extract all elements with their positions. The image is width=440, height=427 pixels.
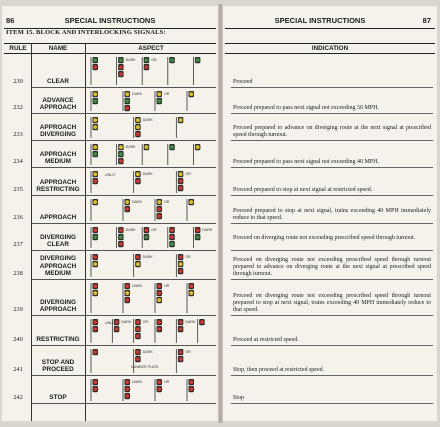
indication-row bbox=[223, 196, 437, 224]
signal-name-line: APPROACH bbox=[39, 213, 77, 221]
signal-name-line: MEDIUM bbox=[45, 269, 71, 277]
signal-name-line: DIVERGING bbox=[40, 130, 76, 138]
signal-head-icon bbox=[134, 117, 154, 138]
signal-rule-row bbox=[2, 196, 218, 224]
signal-head-icon bbox=[123, 91, 143, 111]
signal-head-icon bbox=[155, 379, 170, 401]
signal-head-icon bbox=[117, 57, 137, 85]
signal-head-icon bbox=[91, 319, 98, 343]
signal-aspect-illustration bbox=[87, 198, 215, 222]
rule-number: 236 bbox=[13, 214, 23, 221]
rule-number: 241 bbox=[13, 366, 23, 373]
page-title-right: SPECIAL INSTRUCTIONS bbox=[274, 16, 366, 25]
indication-text: Proceed bbox=[233, 79, 253, 85]
aspect-note-label: OR bbox=[164, 200, 170, 204]
signal-head-icon bbox=[168, 227, 175, 248]
signal-aspect-illustration bbox=[87, 56, 215, 86]
signal-rule-row bbox=[2, 316, 218, 346]
signal-name-line: PROCEED bbox=[42, 365, 74, 373]
signal-name bbox=[33, 336, 83, 343]
signal-head-icon bbox=[193, 144, 200, 165]
signal-name-line: APPROACH bbox=[39, 123, 77, 131]
signal-name bbox=[33, 97, 83, 111]
signal-name bbox=[33, 151, 83, 165]
indication-text: Proceed prepared to pass next signal not exceeding 50 MPH. bbox=[233, 105, 379, 111]
row-divider bbox=[231, 403, 433, 404]
indication-text: Proceed at restricted speed. bbox=[233, 337, 299, 343]
signal-head-icon bbox=[193, 227, 213, 248]
page-title-left: SPECIAL INSTRUCTIONS bbox=[64, 16, 156, 25]
indication-row bbox=[223, 54, 437, 88]
signal-name-line: DIVERGING bbox=[40, 298, 76, 306]
signal-heads-graphic bbox=[87, 226, 215, 249]
signal-head-icon bbox=[187, 91, 194, 111]
signal-head-icon bbox=[91, 227, 98, 248]
signal-head-icon bbox=[187, 283, 194, 313]
rule-number: 235 bbox=[13, 186, 23, 193]
signal-head-icon bbox=[91, 254, 98, 277]
signal-head-icon bbox=[142, 227, 157, 248]
indication-row bbox=[223, 114, 437, 141]
signal-name bbox=[33, 179, 83, 193]
signal-name-line: APPROACH bbox=[39, 150, 77, 158]
rule-number: 238 bbox=[13, 270, 23, 277]
signal-head-icon bbox=[176, 349, 191, 373]
rule-number: 242 bbox=[13, 394, 23, 401]
rule-number: 230 bbox=[13, 78, 23, 85]
signal-name bbox=[33, 299, 83, 313]
indication-row bbox=[223, 280, 437, 316]
signal-aspect-illustration bbox=[87, 282, 215, 314]
left-page-header bbox=[2, 16, 218, 28]
aspect-note-label: DARK bbox=[132, 200, 142, 204]
indication-text: Proceed on diverging route not exceeding prescribed speed through turnout prepared to advance on diverging route at the next signal at prescribed speed through turnout. bbox=[233, 257, 431, 277]
rule-number: 232 bbox=[13, 104, 23, 111]
signal-head-icon bbox=[155, 283, 170, 313]
signal-name-line: STOP bbox=[49, 393, 67, 401]
signal-name bbox=[33, 394, 83, 401]
column-header-rule: RULE bbox=[9, 45, 27, 52]
aspect-note-label: DARK bbox=[121, 320, 132, 324]
signal-name bbox=[33, 78, 83, 85]
indication-row bbox=[223, 251, 437, 280]
indication-row bbox=[223, 224, 437, 251]
aspect-note-label: DARK bbox=[132, 92, 142, 96]
signal-head-icon bbox=[123, 199, 143, 221]
aspect-note-label: OR bbox=[151, 228, 157, 232]
indication-row bbox=[223, 88, 437, 114]
signal-name-line: STOP AND bbox=[41, 358, 75, 366]
indication-text: Proceed prepared to stop at next signal, trains exceeding 40 MPH immediately reduce to that speed. bbox=[233, 208, 431, 221]
aspect-note-label: OR bbox=[142, 320, 149, 324]
signal-name-line: MEDIUM bbox=[45, 157, 71, 165]
signal-head-icon bbox=[187, 379, 194, 401]
signal-aspect-illustration bbox=[87, 170, 215, 194]
aspect-note-label: OR bbox=[185, 172, 191, 176]
rule-number: 240 bbox=[13, 336, 23, 343]
signal-head-icon bbox=[91, 117, 98, 138]
aspect-note-label: DARK bbox=[132, 284, 142, 288]
aspect-note-label: DARK bbox=[125, 145, 136, 149]
signal-heads-graphic bbox=[87, 282, 215, 314]
left-page bbox=[2, 6, 218, 421]
signal-rule-row bbox=[2, 141, 218, 168]
signal-name-line: APPROACH bbox=[39, 262, 77, 270]
signal-name-line: DIVERGING bbox=[40, 255, 76, 263]
indication-row bbox=[223, 316, 437, 346]
signal-rule-row bbox=[2, 168, 218, 196]
signal-head-icon bbox=[176, 254, 191, 277]
table-top-rule-right bbox=[225, 43, 435, 44]
right-page bbox=[223, 6, 437, 421]
signal-rule-row bbox=[2, 88, 218, 114]
signal-head-icon bbox=[168, 57, 175, 85]
signal-rule-row bbox=[2, 280, 218, 316]
aspect-note-label: OR bbox=[151, 58, 157, 62]
signal-heads-graphic bbox=[87, 56, 215, 86]
signal-head-icon bbox=[134, 171, 154, 193]
aspect-note-label: OR bbox=[185, 350, 191, 354]
signal-head-icon bbox=[142, 57, 157, 85]
unlit-label: UNLIT bbox=[105, 321, 116, 325]
signal-name bbox=[33, 234, 83, 248]
aspect-note-label: DARK bbox=[202, 228, 213, 232]
right-page-header bbox=[223, 16, 437, 28]
signal-aspect-illustration bbox=[87, 116, 215, 139]
indication-text: Proceed prepared to stop at next signal at restricted speed. bbox=[233, 187, 373, 193]
column-header-aspect: ASPECT bbox=[138, 45, 164, 52]
signal-name-line: CLEAR bbox=[46, 240, 69, 248]
signal-aspect-illustration bbox=[87, 348, 215, 374]
signal-name-line: ADVANCE bbox=[42, 96, 74, 104]
aspect-note-label: OR bbox=[164, 92, 170, 96]
indication-text: Proceed on diverging route not exceeding prescribed speed through turnout. bbox=[233, 235, 416, 241]
indication-row bbox=[223, 168, 437, 196]
indication-text: Stop, then proceed at restricted speed. bbox=[233, 367, 325, 373]
signal-rule-row bbox=[2, 224, 218, 251]
rule-number: 233 bbox=[13, 131, 23, 138]
header-rule-right bbox=[225, 28, 435, 29]
signal-head-icon bbox=[155, 91, 170, 111]
row-divider bbox=[32, 403, 216, 404]
signal-heads-graphic bbox=[87, 90, 215, 112]
signal-head-icon bbox=[91, 283, 98, 313]
signal-aspect-illustration bbox=[87, 318, 215, 344]
signal-heads-graphic bbox=[87, 378, 215, 402]
signal-name-line: CLEAR bbox=[46, 77, 69, 85]
signal-heads-graphic bbox=[87, 253, 215, 278]
signal-heads-graphic bbox=[87, 143, 215, 166]
aspect-note-label: DARK bbox=[132, 380, 142, 384]
signal-name bbox=[33, 255, 83, 277]
signal-head-icon bbox=[176, 319, 196, 343]
signal-rule-row bbox=[2, 376, 218, 404]
signal-head-icon bbox=[91, 91, 98, 111]
signal-aspect-illustration bbox=[87, 90, 215, 112]
signal-rule-row bbox=[2, 251, 218, 280]
signal-heads-graphic bbox=[87, 348, 215, 374]
signal-heads-graphic bbox=[87, 170, 215, 194]
signal-head-icon bbox=[123, 379, 143, 401]
signal-name-line: RESTRICTING bbox=[36, 185, 80, 193]
rule-number: 234 bbox=[13, 158, 23, 165]
aspect-note-label: DARK bbox=[125, 228, 136, 232]
signal-head-icon bbox=[142, 144, 149, 165]
aspect-note-label: DARK bbox=[142, 350, 153, 354]
signal-head-icon bbox=[117, 144, 137, 165]
signal-aspect-illustration bbox=[87, 226, 215, 249]
signal-heads-graphic bbox=[87, 318, 215, 344]
signal-head-icon bbox=[91, 379, 98, 401]
signal-head-icon bbox=[168, 144, 175, 165]
unlit-label: UNLIT bbox=[105, 173, 116, 177]
indication-row bbox=[223, 141, 437, 168]
aspect-note-label: OR bbox=[185, 255, 191, 259]
indication-row bbox=[223, 346, 437, 376]
signal-aspect-illustration bbox=[87, 143, 215, 166]
signal-head-icon bbox=[155, 319, 162, 343]
signal-rule-row bbox=[2, 114, 218, 141]
signal-heads-graphic bbox=[87, 116, 215, 139]
indication-text: Proceed prepared to advance on diverging route at the next signal at prescribed speed through turnout. bbox=[233, 125, 431, 138]
column-header-name: NAME bbox=[48, 45, 68, 52]
signal-head-icon bbox=[134, 349, 154, 373]
signal-name bbox=[33, 214, 83, 221]
aspect-note-label: DARK bbox=[125, 58, 136, 62]
aspect-note-label: DARK bbox=[142, 118, 153, 122]
signal-name-line: RESTRICTING bbox=[36, 335, 80, 343]
signal-name-line: APPROACH bbox=[39, 305, 77, 313]
signal-head-icon bbox=[193, 57, 200, 85]
signal-head-icon bbox=[91, 171, 98, 193]
signal-head-icon bbox=[91, 349, 98, 373]
signal-head-icon bbox=[134, 254, 154, 277]
signal-aspect-illustration bbox=[87, 253, 215, 278]
signal-head-icon bbox=[176, 171, 191, 193]
signal-rule-row bbox=[2, 346, 218, 376]
signal-head-icon bbox=[134, 319, 149, 343]
signal-name-line: APPROACH bbox=[39, 103, 77, 111]
indication-text: Proceed on diverging route not exceeding prescribed speed through turnout prepared to stop at next signal, trains exceeding 40 MPH immediately reduce to that speed. bbox=[233, 293, 431, 313]
rule-number: 239 bbox=[13, 306, 23, 313]
signal-heads-graphic bbox=[87, 198, 215, 222]
aspect-note-label: DARK bbox=[142, 172, 153, 176]
signal-head-icon bbox=[187, 199, 194, 221]
signal-head-icon bbox=[176, 117, 183, 138]
rule-number: 237 bbox=[13, 241, 23, 248]
item-heading: ITEM 15. BLOCK AND INTERLOCKING SIGNALS: bbox=[6, 29, 166, 36]
number-plate-label: NUMBER PLATE bbox=[131, 365, 159, 369]
table-top-rule-left bbox=[4, 43, 216, 44]
signal-name-line: APPROACH bbox=[39, 178, 77, 186]
signal-head-icon bbox=[91, 144, 98, 165]
column-header-indication: INDICATION bbox=[311, 45, 349, 52]
signal-name bbox=[33, 359, 83, 373]
aspect-note-label: OR bbox=[164, 380, 170, 384]
signal-head-icon bbox=[198, 319, 205, 343]
signal-name bbox=[33, 124, 83, 138]
aspect-note-label: OR bbox=[164, 284, 170, 288]
signal-head-icon bbox=[117, 227, 137, 248]
signal-head-icon bbox=[155, 199, 170, 221]
signal-head-icon bbox=[91, 57, 98, 85]
page-number-left: 86 bbox=[6, 16, 15, 25]
indication-text: Proceed prepared to pass next signal not exceeding 40 MPH. bbox=[233, 159, 379, 165]
page-number-right: 87 bbox=[422, 16, 431, 25]
signal-head-icon bbox=[91, 199, 98, 221]
signal-aspect-illustration bbox=[87, 378, 215, 402]
aspect-note-label: DARK bbox=[142, 255, 153, 259]
signal-rule-row bbox=[2, 54, 218, 88]
signal-head-icon bbox=[123, 283, 143, 313]
signal-name-line: DIVERGING bbox=[40, 233, 76, 241]
indication-text: Stop bbox=[233, 395, 245, 401]
indication-row bbox=[223, 376, 437, 404]
aspect-note-label: DARK bbox=[185, 320, 196, 324]
